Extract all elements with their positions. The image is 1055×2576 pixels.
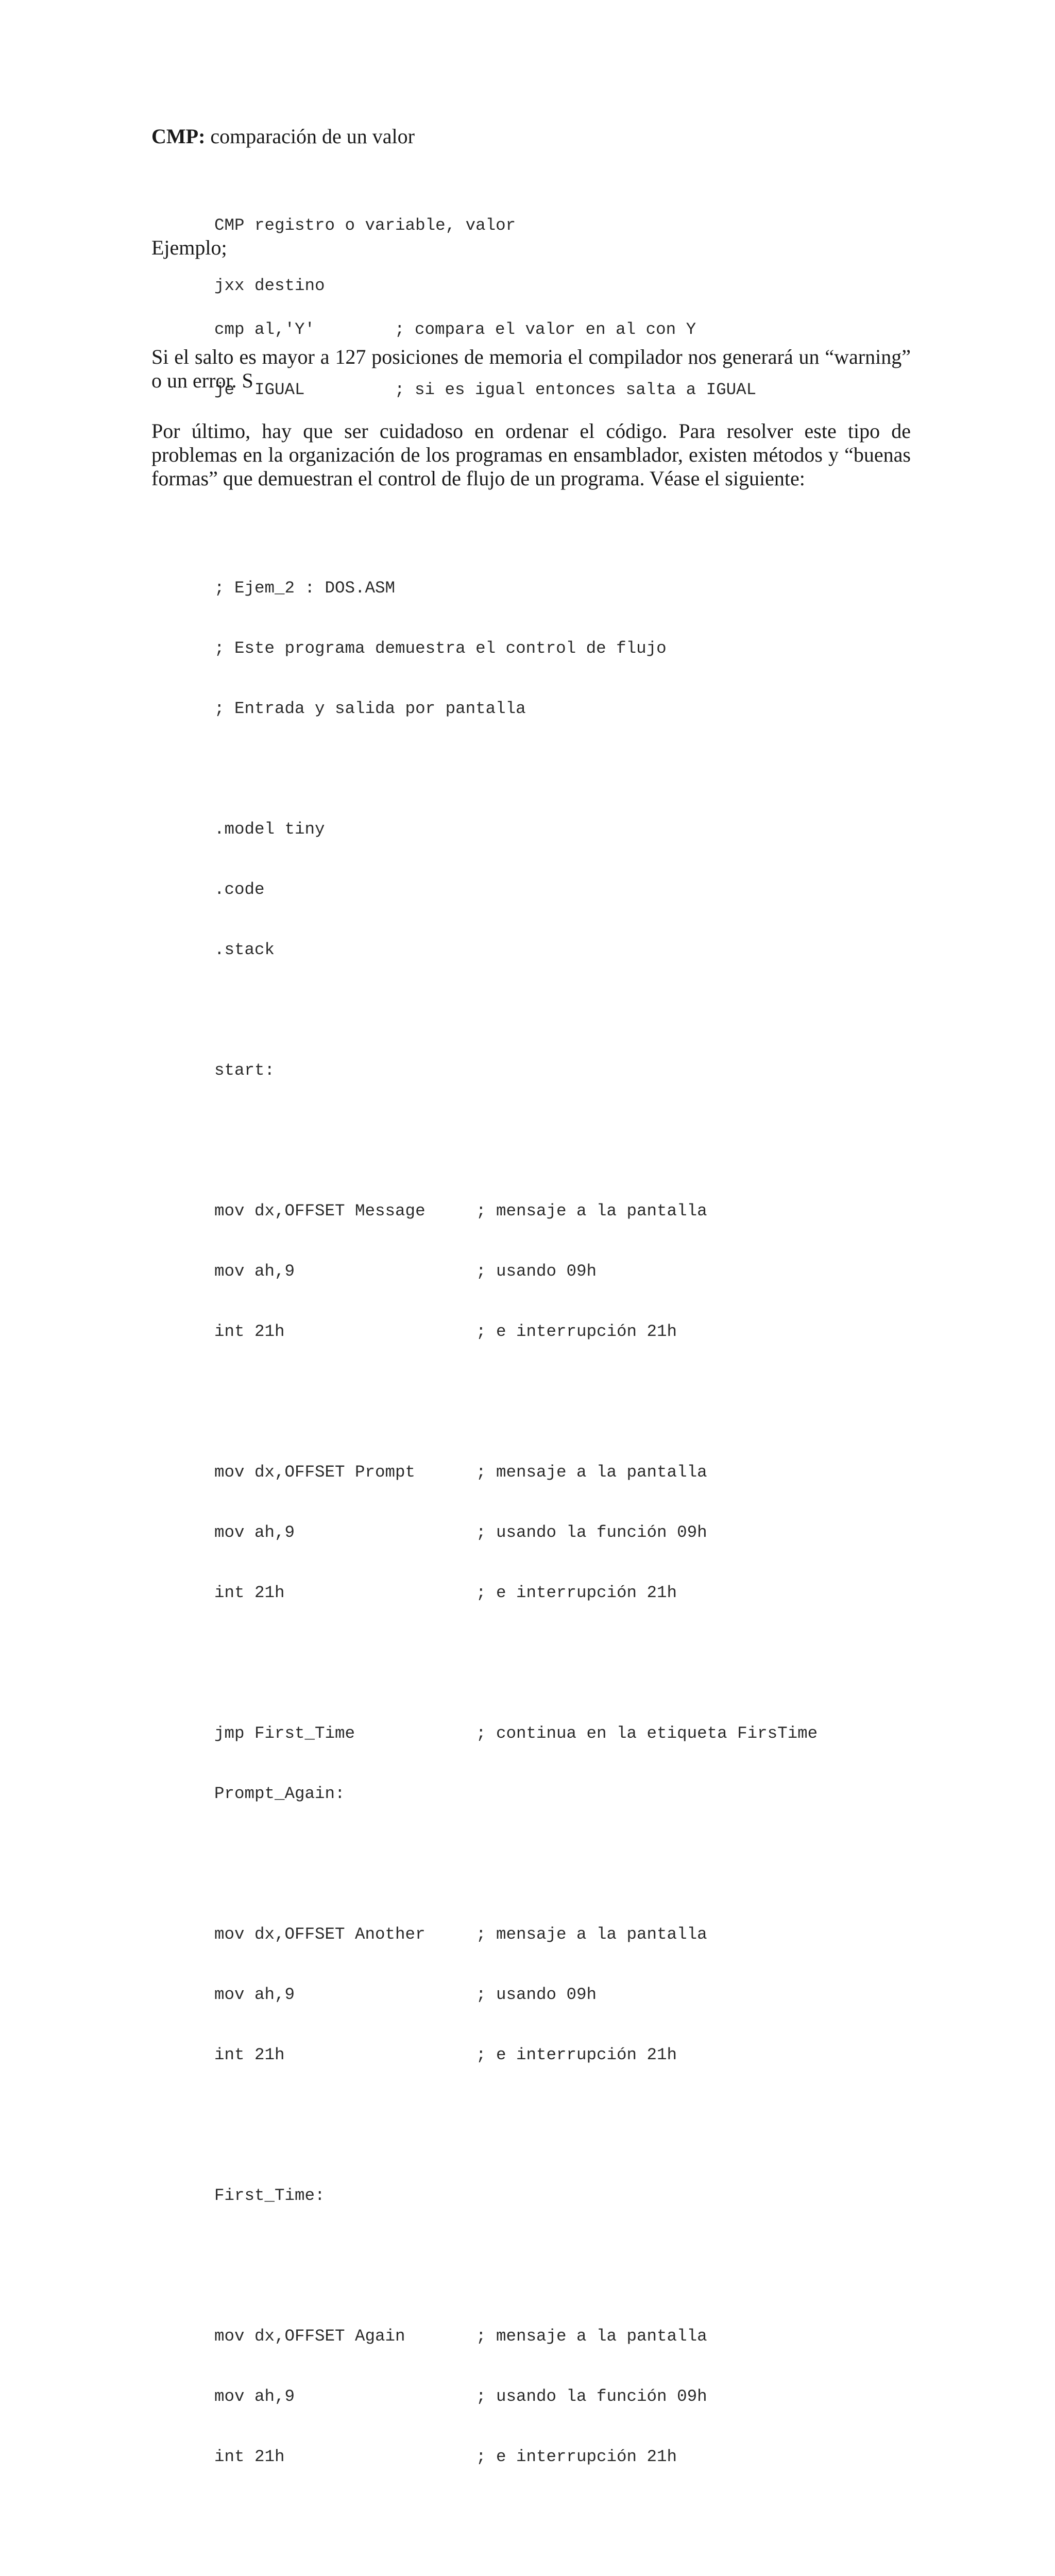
code-instruction: int 21h <box>214 2447 285 2466</box>
code-instruction: mov ah,9 <box>214 1262 295 1281</box>
code-line <box>214 1462 818 1482</box>
program-listing <box>214 538 818 2576</box>
code-line <box>214 1784 818 1804</box>
listing-comment: ; Este programa demuestra el control de flujo <box>214 639 667 658</box>
listing-comment: ; Entrada y salida por pantalla <box>214 699 526 718</box>
code-instruction: mov dx,OFFSET Again <box>214 2327 405 2346</box>
code-line <box>214 2447 818 2467</box>
code-line <box>214 1723 818 1743</box>
code-comment: ; e interrupción 21h <box>476 2045 677 2064</box>
code-comment: ; usando 09h <box>476 1262 597 1281</box>
code-instruction: mov dx,OFFSET Prompt <box>214 1463 416 1482</box>
code-comment: ; usando la función 09h <box>476 2387 707 2406</box>
code-instruction: int 21h <box>214 1583 285 1602</box>
syntax-line: CMP registro o variable, valor <box>214 216 516 235</box>
code-line <box>214 1201 818 1221</box>
code-line <box>214 2326 818 2346</box>
example-label: Ejemplo; <box>151 236 227 259</box>
code-label: Prompt_Again: <box>214 1784 345 1803</box>
code-comment: ; usando la función 09h <box>476 1523 707 1542</box>
code-instruction: je IGUAL <box>214 380 305 399</box>
paragraph-jump-limit: Si el salto es mayor a 127 posiciones de memoria el compilador nos generará un “warning” o un error. S <box>151 345 911 392</box>
code-line <box>214 1261 818 1281</box>
paragraph-flow-control: Por último, hay que ser cuidadoso en ordenar el código. Para resolver este tipo de problemas en la organización de los programas en ensamblador, existen métodos y “buenas formas” que demuestran el control de flujo de un programa. Véase el siguiente: <box>151 419 911 490</box>
code-comment: ; mensaje a la pantalla <box>476 1463 707 1482</box>
code-line <box>214 1522 818 1543</box>
code-instruction: cmp al,'Y' <box>214 320 315 339</box>
code-line <box>214 2386 818 2406</box>
listing-comment: ; Ejem_2 : DOS.ASM <box>214 579 396 598</box>
code-line <box>214 2045 818 2065</box>
listing-directive: .stack <box>214 940 275 959</box>
code-comment: ; mensaje a la pantalla <box>476 1925 707 1944</box>
code-comment: ; e interrupción 21h <box>476 1583 677 1602</box>
code-instruction: mov ah,9 <box>214 1985 295 2004</box>
code-instruction: mov dx,OFFSET Another <box>214 1925 426 1944</box>
code-instruction: jmp First_Time <box>214 1724 355 1743</box>
code-comment: ; continua en la etiqueta FirsTime <box>476 1724 818 1743</box>
code-comment: ; usando 09h <box>476 1985 597 2004</box>
section-heading <box>151 125 415 148</box>
listing-directive: .code <box>214 880 265 899</box>
heading-description: comparación de un valor <box>210 125 415 148</box>
code-comment: ; mensaje a la pantalla <box>476 2327 707 2346</box>
code-instruction: mov dx,OFFSET Message <box>214 1201 426 1221</box>
code-instruction: int 21h <box>214 1322 285 1341</box>
code-comment: ; compara el valor en al con Y <box>395 320 696 339</box>
code-instruction: mov ah,9 <box>214 2387 295 2406</box>
code-line <box>214 1583 818 1603</box>
heading-term: CMP: <box>151 125 206 148</box>
listing-directive: .model tiny <box>214 820 325 839</box>
syntax-line: jxx destino <box>214 276 325 295</box>
code-line <box>214 1985 818 2005</box>
code-instruction: mov ah,9 <box>214 1523 295 1542</box>
code-comment: ; e interrupción 21h <box>476 1322 677 1341</box>
listing-label: start: <box>214 1061 275 1080</box>
code-line <box>214 319 756 340</box>
code-line <box>214 1321 818 1342</box>
code-comment: ; e interrupción 21h <box>476 2447 677 2466</box>
code-line <box>214 1924 818 1944</box>
code-instruction: int 21h <box>214 2045 285 2064</box>
code-comment: ; mensaje a la pantalla <box>476 1201 707 1221</box>
code-comment: ; si es igual entonces salta a IGUAL <box>395 380 757 399</box>
listing-label: First_Time: <box>214 2186 325 2205</box>
